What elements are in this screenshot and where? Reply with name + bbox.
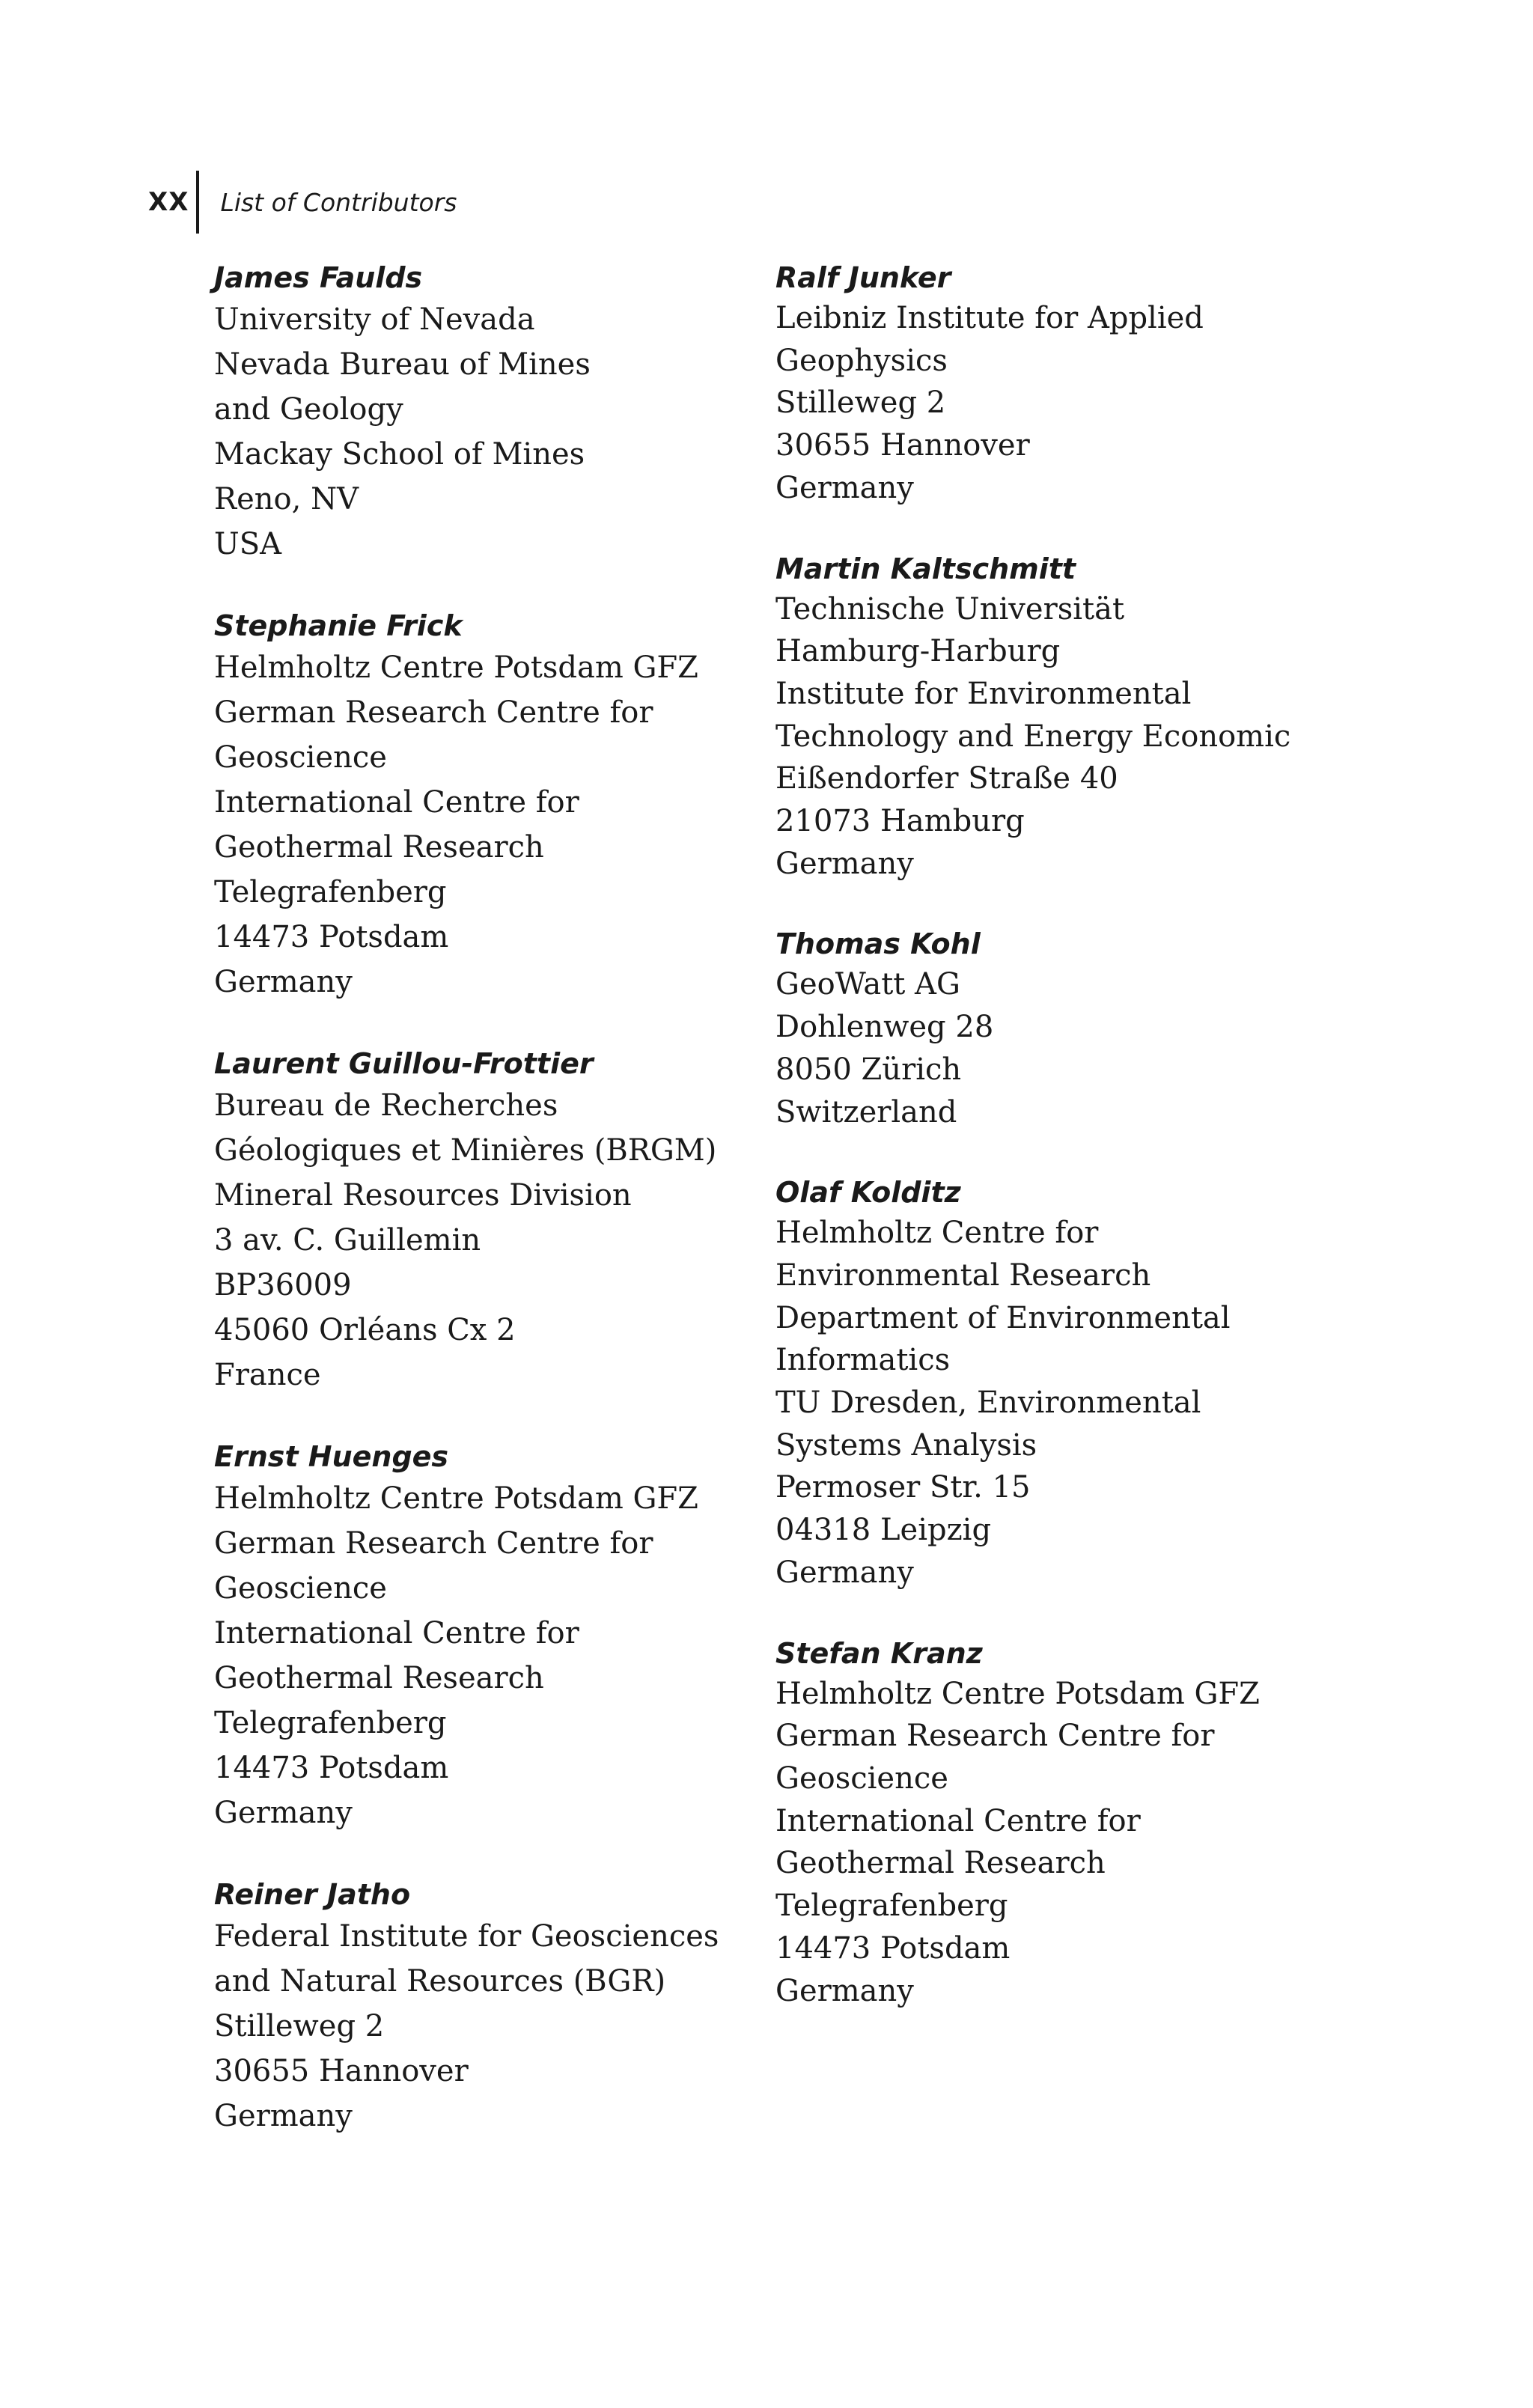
affiliation-line: Department of Environmental (775, 1300, 1231, 1335)
affiliation-line: Geothermal Research (214, 1661, 544, 1695)
header-divider (196, 171, 199, 234)
contributor-name: Stefan Kranz (775, 1636, 983, 1670)
affiliation-line: Eißendorfer Straße 40 (775, 761, 1118, 796)
affiliation-line: 3 av. C. Guillemin (214, 1223, 481, 1258)
contributor-name: Stephanie Frick (214, 609, 463, 642)
affiliation-line: Germany (775, 1555, 914, 1590)
contributor-entry (214, 1875, 723, 2139)
affiliation-line: Nevada Bureau of Mines (214, 347, 591, 382)
contributor-name: James Faulds (214, 261, 423, 294)
affiliation-line: Hamburg-Harburg (775, 634, 1061, 669)
affiliation-line: Mineral Resources Division (214, 1178, 632, 1213)
affiliation-line: Mackay School of Mines (214, 437, 585, 472)
contributor-name: Laurent Guillou-Frottier (214, 1047, 594, 1080)
affiliation-line: 21073 Hamburg (775, 804, 1025, 839)
page-number: XX (148, 187, 189, 217)
affiliation-line: Bureau de Recherches (214, 1088, 558, 1123)
affiliation-line: Géologiques et Minières (BRGM) (214, 1133, 717, 1168)
contributor-entry (214, 1437, 723, 1835)
affiliation-line: 14473 Potsdam (775, 1930, 1011, 1966)
contributor-name: Reiner Jatho (214, 1878, 411, 1911)
contributor-entry (214, 258, 723, 567)
affiliation-line: Germany (775, 470, 914, 505)
affiliation-line: Institute for Environmental (775, 676, 1192, 711)
affiliation-line: Helmholtz Centre for (775, 1216, 1099, 1251)
affiliation-line: International Centre for (775, 1803, 1141, 1838)
contributor-entry (775, 924, 1329, 1133)
affiliation-line: and Geology (214, 392, 403, 427)
affiliation-line: Technische Universität (775, 591, 1125, 627)
affiliation-line: GeoWatt AG (775, 967, 960, 1002)
affiliation-line: Reno, NV (214, 482, 359, 516)
affiliation-line: Germany (775, 846, 914, 881)
affiliation-line: Germany (214, 965, 353, 999)
contributor-entry (214, 606, 723, 1005)
affiliation-line: TU Dresden, Environmental (775, 1386, 1201, 1421)
affiliation-line: Germany (775, 1973, 914, 2008)
affiliation-line: Germany (214, 2099, 353, 2133)
affiliation-line: Helmholtz Centre Potsdam GFZ (214, 650, 698, 685)
contributors-left-column (214, 258, 723, 2178)
affiliation-line: Stilleweg 2 (214, 2009, 385, 2043)
contributor-name: Martin Kaltschmitt (775, 552, 1076, 585)
affiliation-line: France (214, 1358, 321, 1392)
affiliation-line: Technology and Energy Economic (775, 719, 1291, 754)
contributor-name: Ralf Junker (775, 261, 951, 294)
affiliation-line: Leibniz Institute for Applied (775, 301, 1204, 335)
affiliation-line: 14473 Potsdam (214, 1751, 449, 1785)
affiliation-line: 8050 Zürich (775, 1052, 962, 1087)
affiliation-line: Helmholtz Centre Potsdam GFZ (775, 1676, 1260, 1711)
affiliation-line: International Centre for (214, 785, 579, 820)
contributor-entry (775, 1173, 1329, 1594)
affiliation-line: 30655 Hannover (214, 2054, 469, 2088)
contributor-entry (775, 1634, 1329, 2013)
affiliation-line: Geothermal Research (214, 830, 544, 865)
affiliation-line: and Natural Resources (BGR) (214, 1964, 666, 1999)
affiliation-line: Permoser Str. 15 (775, 1470, 1031, 1505)
affiliation-line: International Centre for (214, 1616, 579, 1650)
affiliation-line: German Research Centre for (214, 1526, 653, 1561)
affiliation-line: Geoscience (775, 1761, 948, 1796)
contributor-name: Thomas Kohl (775, 927, 981, 961)
affiliation-line: 30655 Hannover (775, 428, 1030, 463)
affiliation-line: Informatics (775, 1343, 951, 1378)
affiliation-line: University of Nevada (214, 302, 535, 337)
affiliation-line: Geophysics (775, 343, 948, 378)
affiliation-line: Geoscience (214, 1571, 387, 1606)
affiliation-line: Systems Analysis (775, 1427, 1037, 1463)
contributor-name: Olaf Kolditz (775, 1176, 961, 1210)
contributor-entry (775, 549, 1329, 886)
affiliation-line: Helmholtz Centre Potsdam GFZ (214, 1481, 698, 1516)
affiliation-line: 14473 Potsdam (214, 920, 449, 954)
affiliation-line: 04318 Leipzig (775, 1513, 992, 1548)
affiliation-line: Germany (214, 1796, 353, 1830)
affiliation-line: Dohlenweg 28 (775, 1010, 994, 1045)
affiliation-line: Environmental Research (775, 1258, 1151, 1293)
running-head (148, 171, 457, 234)
affiliation-line: Federal Institute for Geosciences (214, 1919, 719, 1954)
affiliation-line: German Research Centre for (214, 695, 653, 730)
affiliation-line: Switzerland (775, 1094, 957, 1130)
affiliation-line: Telegrafenberg (214, 1706, 447, 1740)
section-title: List of Contributors (220, 187, 457, 217)
affiliation-line: USA (214, 527, 281, 561)
contributors-right-column (775, 258, 1329, 2052)
contributor-entry (214, 1044, 723, 1397)
affiliation-line: BP36009 (214, 1268, 352, 1302)
affiliation-line: 45060 Orléans Cx 2 (214, 1313, 516, 1347)
contributor-name: Ernst Huenges (214, 1440, 449, 1473)
affiliation-line: Telegrafenberg (214, 875, 447, 909)
affiliation-line: Stilleweg 2 (775, 385, 946, 421)
affiliation-line: Telegrafenberg (775, 1889, 1008, 1924)
affiliation-line: German Research Centre for (775, 1719, 1215, 1754)
contributor-entry (775, 258, 1329, 510)
affiliation-line: Geoscience (214, 740, 387, 775)
affiliation-line: Geothermal Research (775, 1846, 1106, 1881)
